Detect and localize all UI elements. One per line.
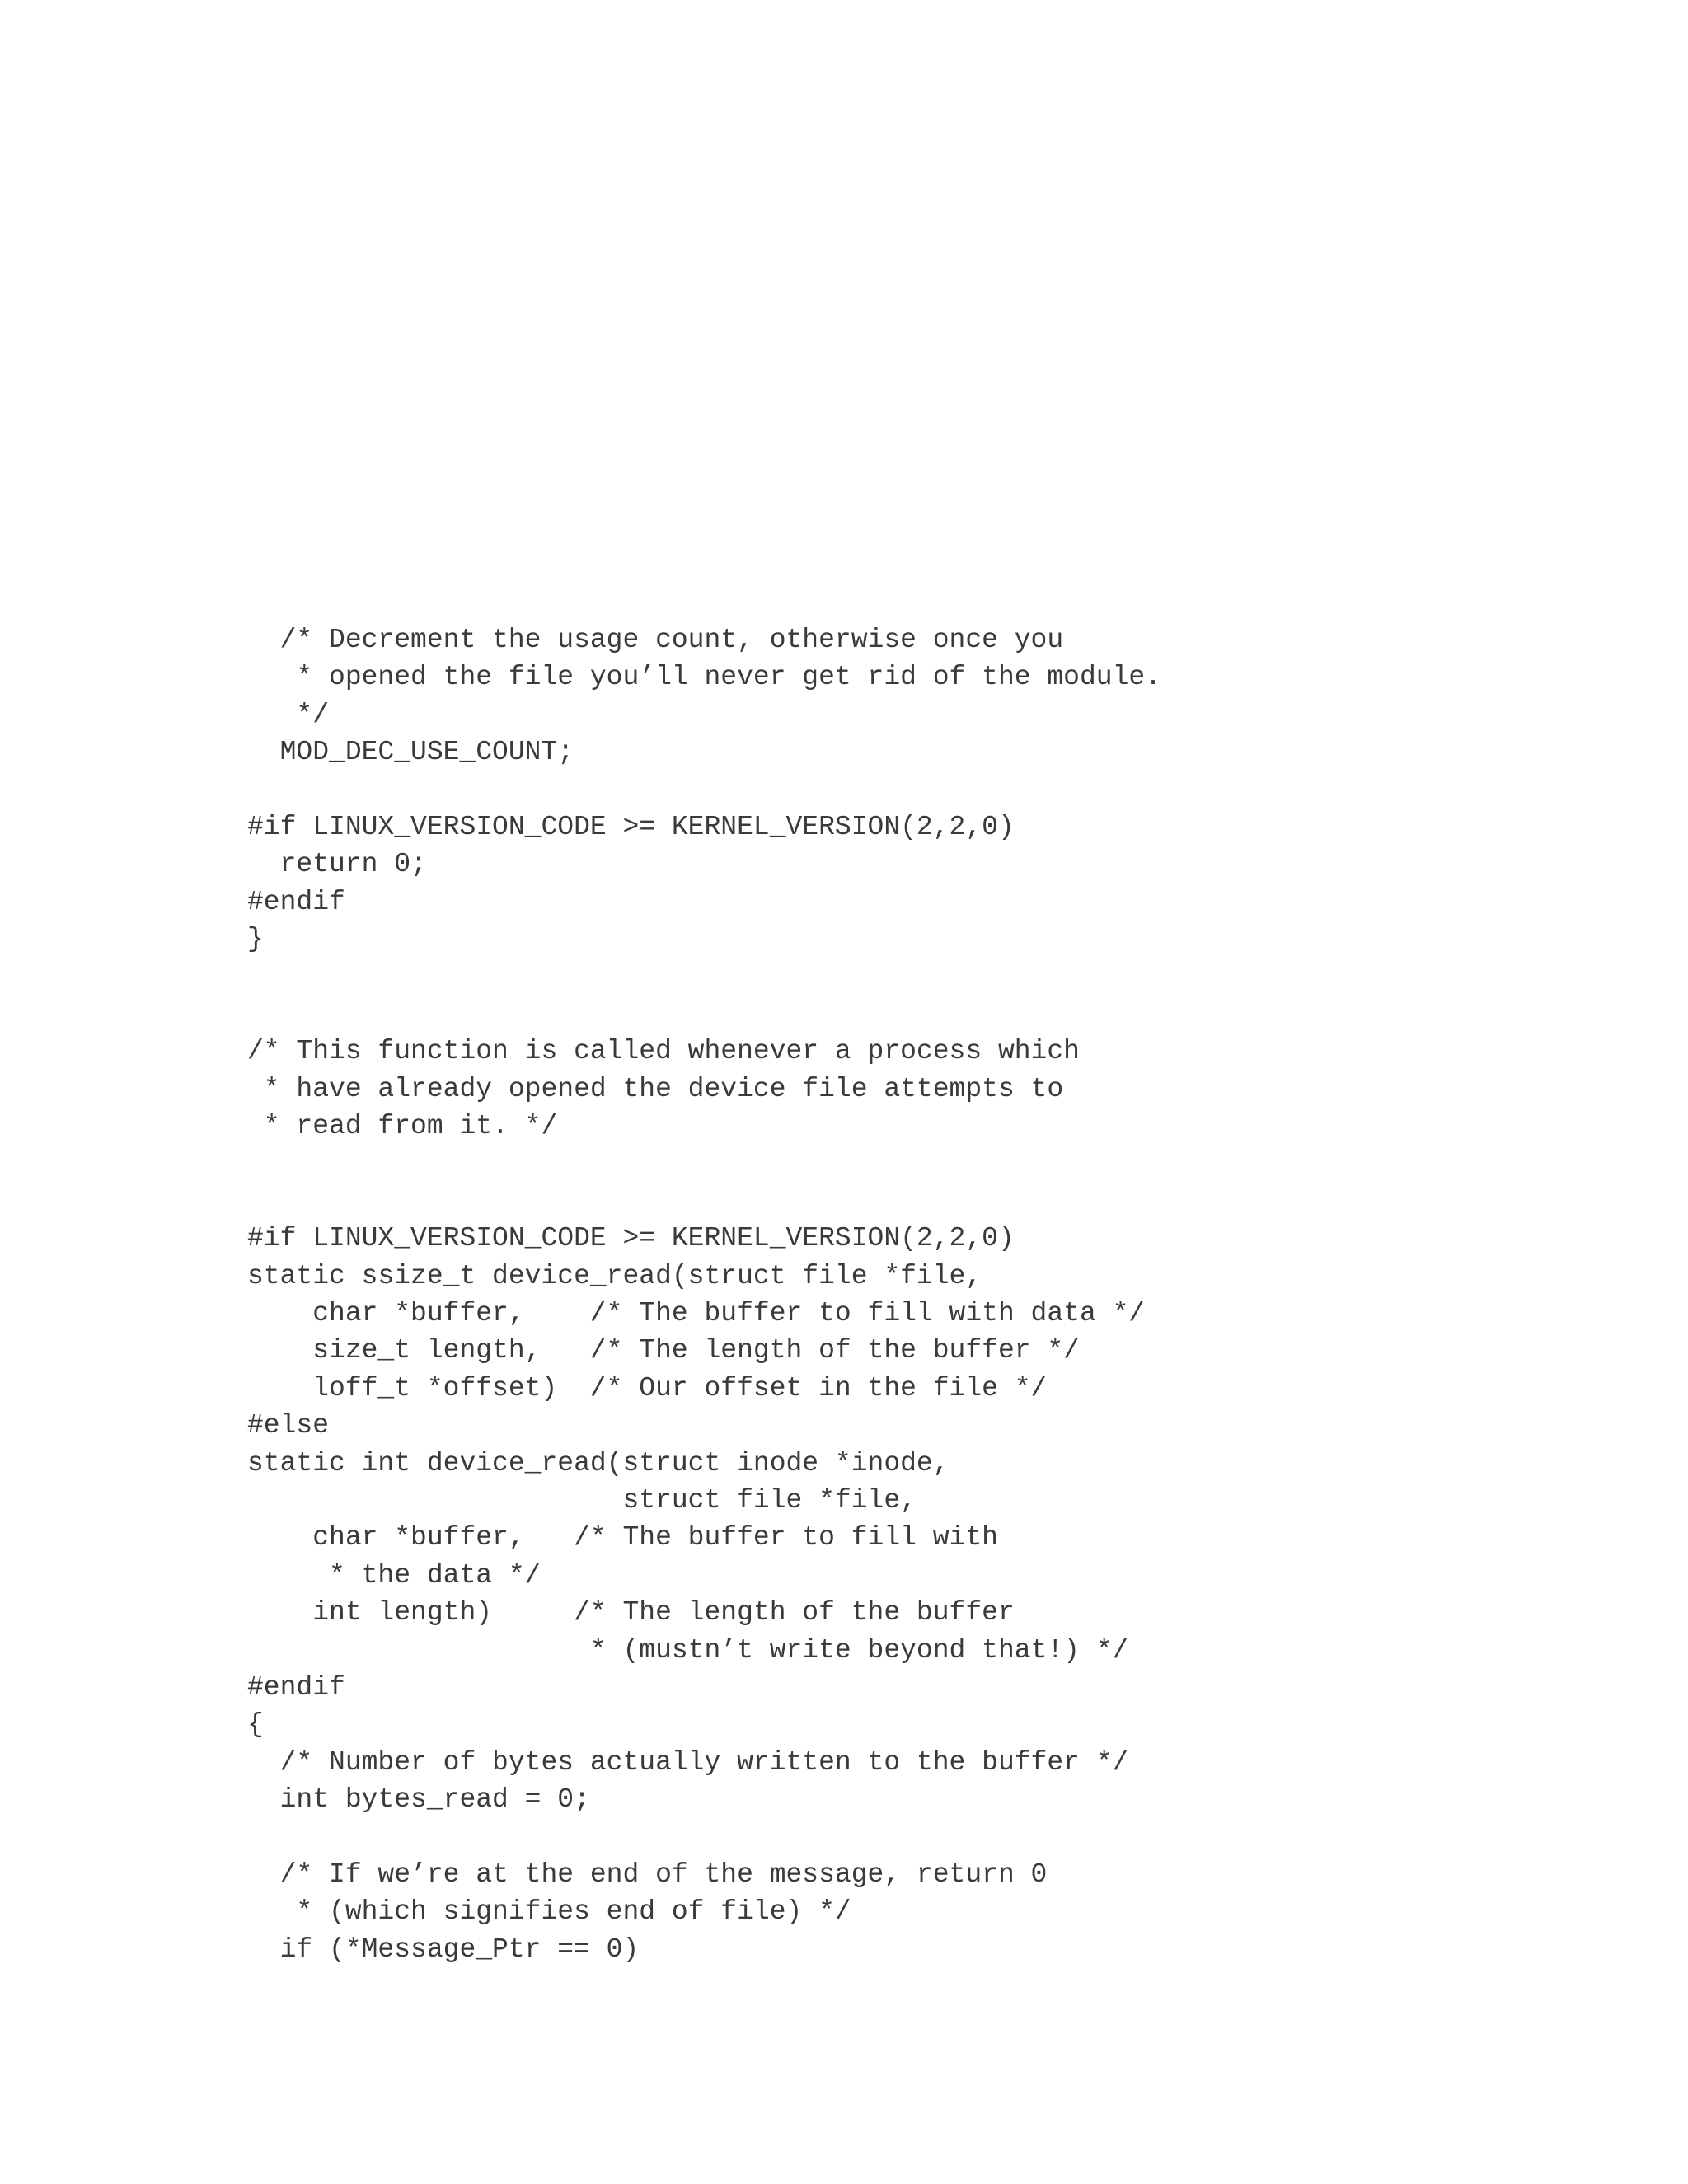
code-line: return 0; (247, 849, 427, 880)
code-line: int length) /* The length of the buffer (247, 1597, 1015, 1629)
code-line (247, 1183, 1648, 1220)
code-line: /* If we’re at the end of the message, return 0 (247, 1858, 1048, 1890)
code-line: * opened the file you’ll never get rid of the module. (247, 662, 1161, 693)
code-line: #if LINUX_VERSION_CODE >= KERNEL_VERSION(2,2,0) (247, 811, 1015, 842)
code-line: * the data */ (247, 1559, 542, 1591)
code-line: /* Number of bytes actually written to the buffer */ (247, 1746, 1129, 1778)
code-line: char *buffer, /* The buffer to fill with data */ (247, 1298, 1146, 1329)
code-line: #endif (247, 886, 345, 917)
code-line (247, 958, 1648, 996)
code-line: if (*Message_Ptr == 0) (247, 1933, 640, 1965)
code-line: size_t length, /* The length of the buffer */ (247, 1335, 1080, 1366)
code-line (247, 1145, 1648, 1182)
code-line: */ (247, 699, 330, 730)
code-line (247, 996, 1648, 1033)
code-line: * read from it. */ (247, 1111, 558, 1142)
code-line: * (mustn’t write beyond that!) */ (247, 1634, 1129, 1666)
code-line: int bytes_read = 0; (247, 1784, 590, 1816)
code-line: * (which signifies end of file) */ (247, 1896, 851, 1928)
code-line (247, 1819, 1648, 1856)
code-line: } (247, 924, 264, 955)
code-line: loff_t *offset) /* Our offset in the file */ (247, 1372, 1048, 1404)
code-line: #if LINUX_VERSION_CODE >= KERNEL_VERSION(2,2,0) (247, 1223, 1015, 1254)
code-line: MOD_DEC_USE_COUNT; (247, 737, 574, 768)
code-line: static int device_read(struct inode *inode, (247, 1447, 950, 1479)
code-line: /* Decrement the usage count, otherwise once you (247, 625, 1064, 655)
code-line (247, 771, 1648, 808)
code-line: * have already opened the device file attempts to (247, 1073, 1064, 1104)
code-line: static ssize_t device_read(struct file *file, (247, 1260, 982, 1291)
code-listing (247, 621, 1648, 1968)
code-line: char *buffer, /* The buffer to fill with (247, 1522, 998, 1554)
code-line: #endif (247, 1671, 345, 1703)
code-line: { (247, 1709, 264, 1741)
code-line: struct file *file, (247, 1484, 917, 1516)
code-line: /* This function is called whenever a process which (247, 1036, 1080, 1067)
code-line: #else (247, 1410, 330, 1441)
